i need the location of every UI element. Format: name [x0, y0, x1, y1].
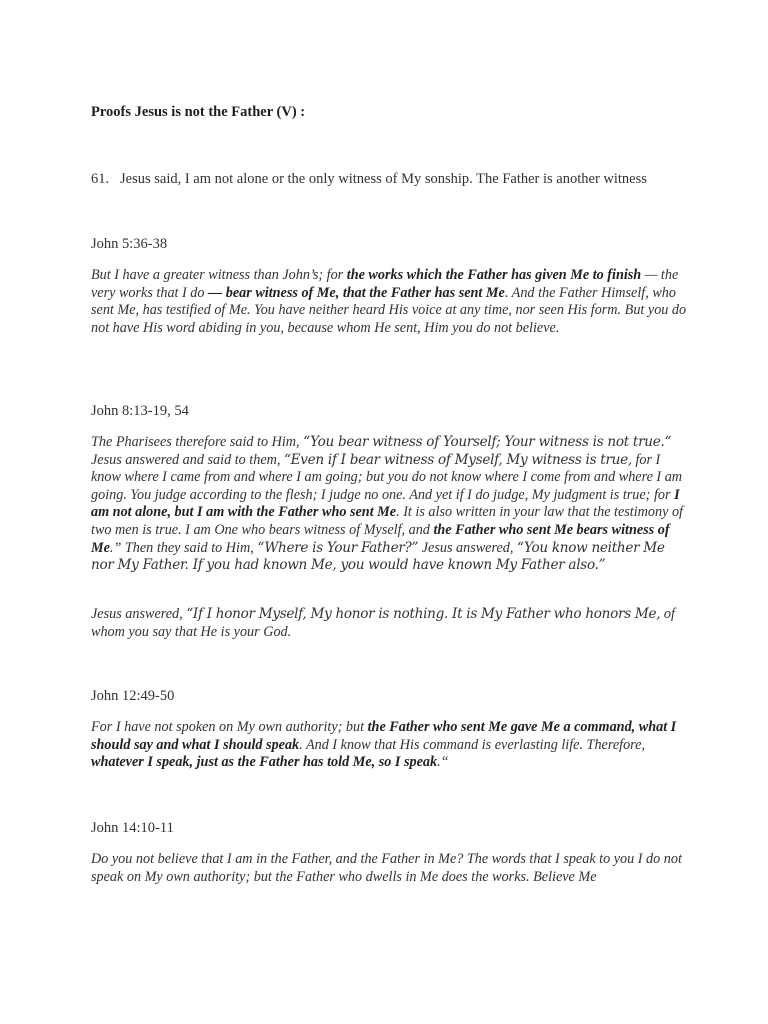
quoted-speech: “You bear witness of Yourself; Your witness is not true.“ — [303, 434, 672, 450]
quote-text: of whom you say that He is your God. — [91, 606, 675, 640]
scripture-reference: John 8:13-19, 54 — [91, 403, 189, 419]
quote-text: For I have not spoken on My own authority; but — [91, 719, 368, 735]
item-text: Jesus said, I am not alone or the only witness of My sonship. The Father is another witness — [120, 171, 647, 187]
quote-text: Do you not believe that I am in the Father, and the Father in Me? The words that I speak to you I do not speak on My own authority; but the Father who dwells in Me does the works. Believe Me — [91, 851, 682, 885]
quoted-speech: “Where is Your Father?” — [257, 539, 419, 556]
quote-text: Jesus answered, — [418, 539, 517, 556]
emphasized-text: the Father who sent Me gave Me a command, what I should say and what I should speak — [91, 719, 677, 753]
emphasized-text: — bear witness of Me, that the Father has sent Me — [208, 284, 505, 301]
quoted-speech: “Even if I bear witness of Myself, My witness is true, — [283, 451, 632, 468]
page-title: Proofs Jesus is not the Father (V) : — [91, 104, 306, 120]
quote-text: . And I know that His command is everlasting life. Therefore, — [299, 736, 646, 753]
emphasized-text: the works which the Father has given Me to finish — [346, 267, 642, 283]
scripture-quote — [91, 851, 691, 886]
item-number: 61. — [91, 171, 110, 187]
quoted-speech: “If I honor Myself, My honor is nothing. It is My Father who honors Me, — [186, 606, 661, 622]
scripture-reference: John 12:49-50 — [91, 688, 175, 704]
quote-text: But I have a greater witness than John’s; for — [91, 267, 347, 283]
quote-text: Jesus answered, — [91, 606, 187, 622]
quote-text: . And the Father Himself, who sent Me, has testified of Me. You have neither heard His voice at any time, nor seen His form. But you do not have His word abiding in you, because whom He sent, Him you do not believe. — [91, 284, 687, 336]
emphasized-text: I am not alone, but I am with the Father who sent Me — [91, 486, 680, 521]
quote-text: Jesus answered and said to them, — [91, 451, 284, 468]
emphasized-text: the Father who sent Me bears witness of Me — [91, 521, 670, 556]
scripture-quote — [91, 719, 691, 772]
scripture-quote — [91, 606, 691, 641]
quote-text: . It is also written in your law that the testimony of two men is true. I am One who bears witness of Myself, and — [91, 504, 683, 538]
quote-text: for I know where I came from and where I am going; but you do not know where I come from and where I am going. You judge according to the flesh; I judge no one. And yet if I do judge, My judgment is true; for — [91, 451, 683, 503]
quote-text: .“ — [437, 754, 449, 771]
scripture-quote — [91, 434, 691, 575]
scripture-reference: John 5:36-38 — [91, 236, 168, 252]
scripture-quote — [91, 267, 691, 337]
emphasized-text: whatever I speak, just as the Father has told Me, so I speak — [91, 754, 438, 771]
scripture-reference: John 14:10-11 — [91, 820, 174, 836]
numbered-item — [91, 171, 647, 188]
quote-text: — the very works that I do — [91, 267, 679, 301]
quote-text: .” Then they said to Him, — [109, 539, 258, 556]
quote-text: The Pharisees therefore said to Him, — [91, 434, 304, 450]
quoted-speech: “You know neither Me nor My Father. If you had known Me, you would have known My Father also.” — [91, 539, 665, 574]
